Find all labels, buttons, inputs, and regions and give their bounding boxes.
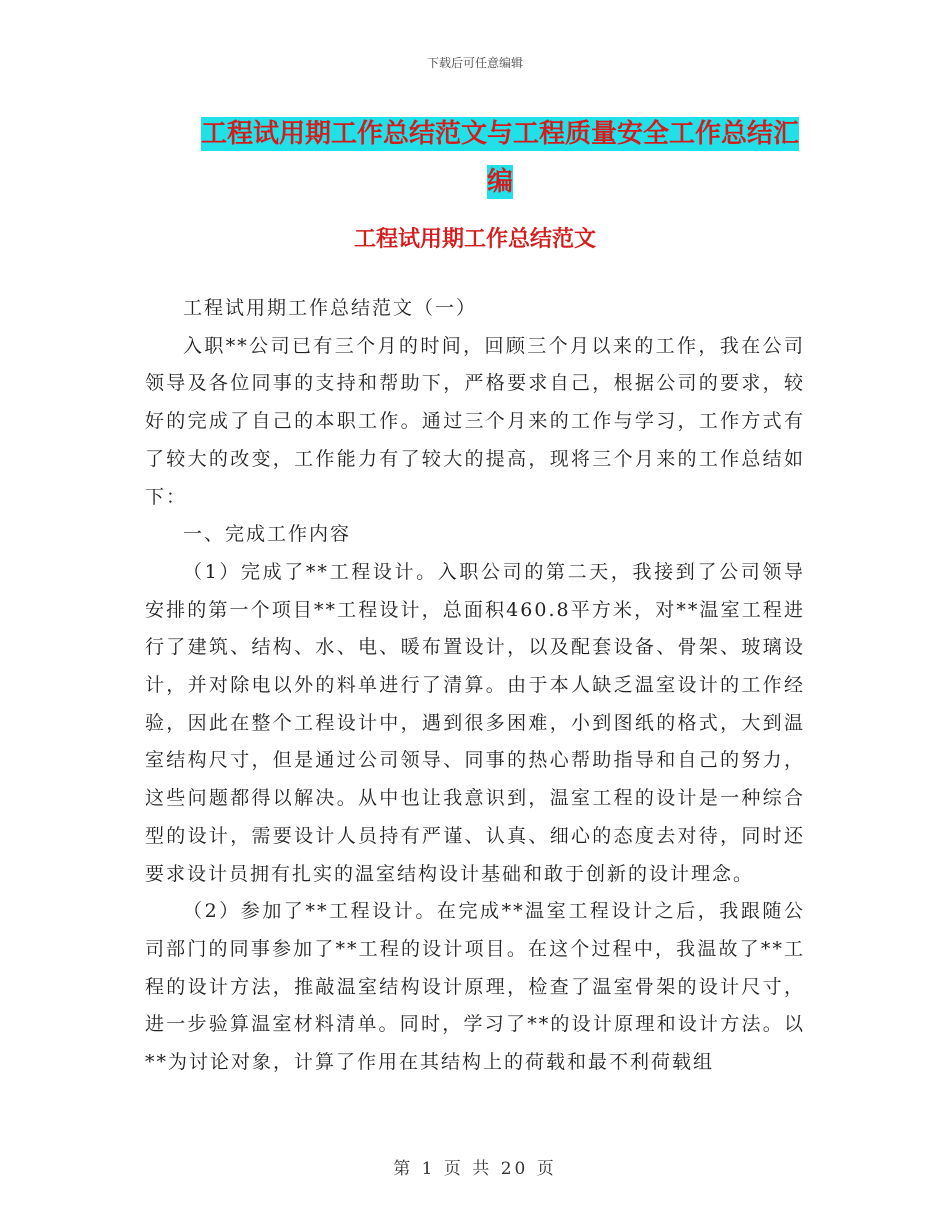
paragraph: 入职**公司已有三个月的时间，回顾三个月以来的工作，我在公司领导及各位同事的支持和帮助下，严格要求自己，根据公司的要求，较好的完成了自己的本职工作。通过三个月来的工作与学习，工作方式有了较大的改变，工作能力有了较大的提高，现将三个月来的工作总结如下： xyxy=(145,334,805,508)
paragraph: （1）完成了**工程设计。入职公司的第二天，我接到了公司领导安排的第一个项目**工程设计，总面积460.8平方米，对**温室工程进行了建筑、结构、水、电、暖布置设计，以及配套设备、骨架、玻璃设计，并对除电以外的料单进行了清算。由于本人缺乏温室设计的工作经验，因此在整个工程设计中，遇到很多困难，小到图纸的格式，大到温室结构尺寸，但是通过公司领导、同事的热心帮助指导和自己的努力，这些问题都得以解决。从中也让我意识到，温室工程的设计是一种综合型的设计，需要设计人员持有严谨、认真、细心的态度去对待，同时还要求设计员拥有扎实的温室结构设计基础和敢于创新的设计理念。 xyxy=(145,560,805,885)
main-title xyxy=(190,110,810,206)
header-note: 下载后可任意编辑 xyxy=(426,56,523,70)
paragraph: 一、完成工作内容 xyxy=(183,523,352,546)
main-title-line1: 工程试用期工作总结范文与工程质量安全工作总结汇 xyxy=(200,119,799,149)
paragraph: 工程试用期工作总结范文（一） xyxy=(183,297,478,319)
page-footer: 第 1 页 共 20 页 xyxy=(393,1159,557,1179)
main-title-line2: 编 xyxy=(486,167,513,197)
section-title: 工程试用期工作总结范文 xyxy=(353,227,596,252)
paragraph: （2）参加了**工程设计。在完成**温室工程设计之后，我跟随公司部门的同事参加了**工程的设计项目。在这个过程中，我温故了**工程的设计方法，推敲温室结构设计原理，检查了温室骨架的设计尺寸，进一步验算温室材料清单。同时，学习了**的设计原理和设计方法。以**为讨论对象，计算了作用在其结构上的荷载和最不利荷载组 xyxy=(145,900,805,1074)
document-body xyxy=(145,290,805,1082)
